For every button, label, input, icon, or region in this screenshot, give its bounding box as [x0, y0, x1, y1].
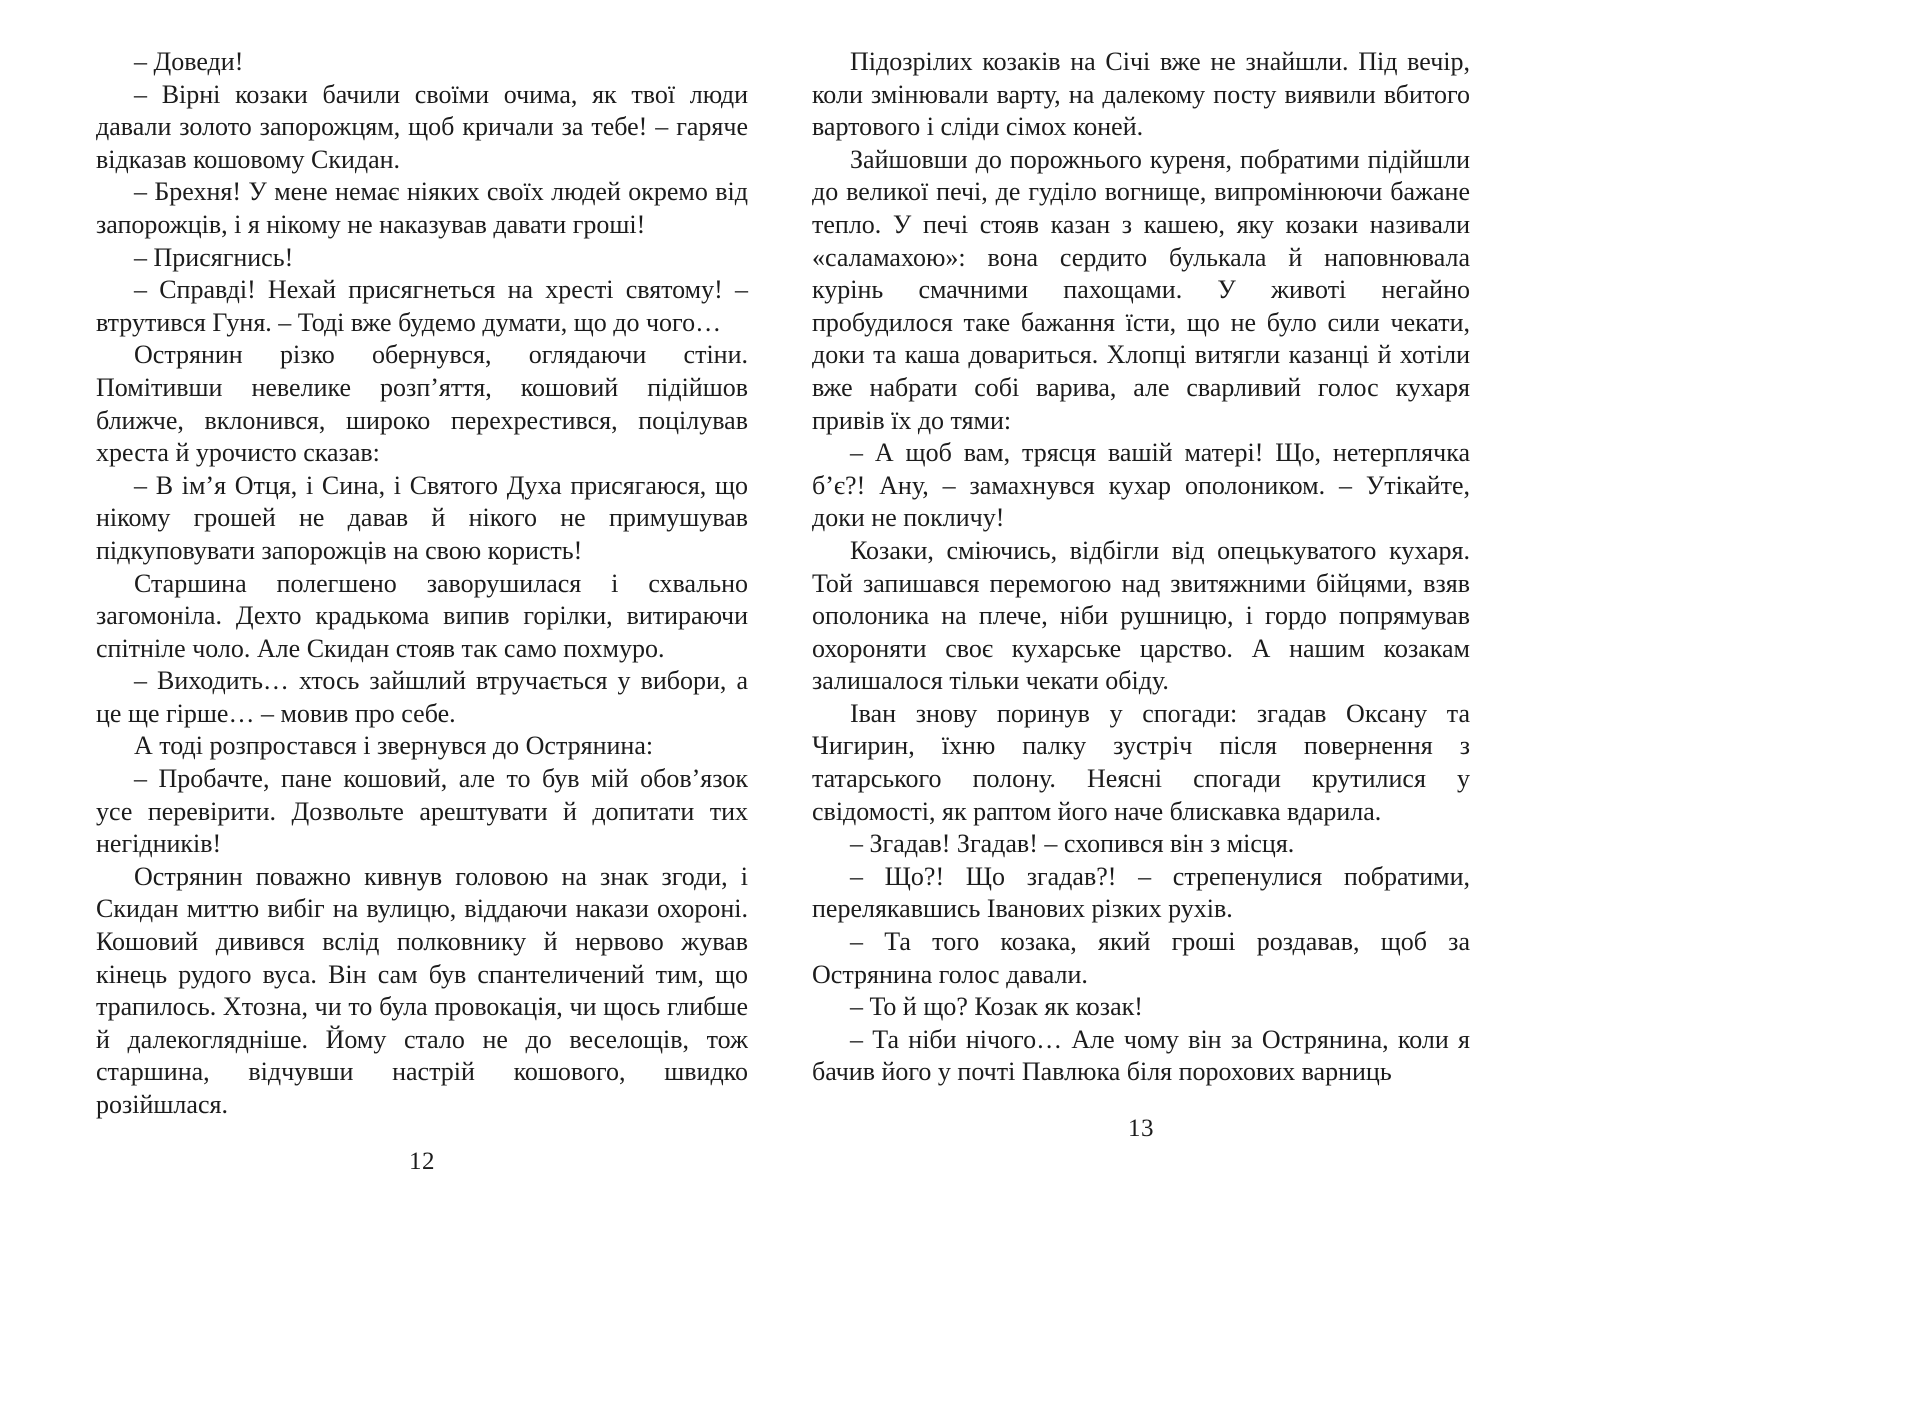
- page-right-text: [812, 46, 1470, 1089]
- paragraph: Острянин поважно кивнув головою на знак згоди, і Скидан миттю вибіг на вулицю, віддаючи накази охороні. Кошовий дивився вслід полковнику й нервово жував кінець рудого вуса. Він сам був спантеличений тим, що трапилось. Хтозна, чи то була провокація, чи щось глибше й далекоглядніше. Йому стало не до веселощів, тож старшина, відчувши настрій кошового, швидко розійшлася.: [96, 861, 748, 1119]
- page-left: [96, 46, 748, 1408]
- paragraph: – Пробачте, пане кошовий, але то був мій обов’язок усе перевірити. Дозвольте арештувати й допитати тих негідників!: [96, 764, 748, 859]
- paragraph: Острянин різко обернувся, оглядаючи стіни. Помітивши невелике розп’яття, кошовий підійшов ближче, вклонився, широко перехрестився, поцілував хреста й урочисто сказав:: [96, 340, 748, 468]
- paragraph: – А щоб вам, трясця вашій матері! Що, нетерплячка б’є?! Ану, – замахнувся кухар ополоником. – Утікайте, доки не покличу!: [812, 438, 1470, 533]
- paragraph: – В ім’я Отця, і Сина, і Святого Духа присягаюся, що нікому грошей не давав й нікого не примушував підкуповувати запорожців на свою користь!: [96, 470, 748, 565]
- paragraph: Старшина полегшено заворушилася і схвально загомоніла. Дехто крадькома випив горілки, витираючи спітніле чоло. Але Скидан стояв так само похмуро.: [96, 568, 748, 663]
- paragraph: – Присягнись!: [134, 242, 294, 272]
- paragraph: А тоді розпростався і звернувся до Острянина:: [134, 731, 654, 761]
- paragraph: – Справді! Нехай присягнеться на хресті святому! – втрутився Гуня. – Тоді вже будемо думати, що до чого…: [96, 275, 748, 337]
- paragraph: – Брехня! У мене немає ніяких своїх людей окремо від запорожців, і я нікому не наказував давати гроші!: [96, 177, 748, 239]
- paragraph: – Та того козака, який гроші роздавав, щоб за Острянина голос давали.: [812, 927, 1470, 989]
- paragraph: – Та ніби нічого… Але чому він за Острянина, коли я бачив його у почті Павлюка біля порохових варниць: [812, 1024, 1470, 1087]
- page-number-left: 12: [409, 1147, 435, 1175]
- paragraph: Підозрілих козаків на Січі вже не знайшли. Під вечір, коли змінювали варту, на далекому посту виявили вбитого вартового і сліди сімох коней.: [812, 47, 1470, 142]
- page-number-right: 13: [1128, 1115, 1154, 1142]
- paragraph: – То й що? Козак як козак!: [850, 992, 1143, 1022]
- paragraph: – Що?! Що згадав?! – стрепенулися побратими, перелякавшись Іванових різких рухів.: [812, 861, 1470, 924]
- paragraph: – Виходить… хтось зайшлий втручається у вибори, а це ще гірше… – мовив про себе.: [96, 666, 748, 728]
- paragraph: Іван знову поринув у спогади: згадав Оксану та Чигирин, їхню палку зустріч після повернення з татарського полону. Неясні спогади крутилися у свідомості, як раптом його наче блискавка вдарила.: [812, 698, 1470, 826]
- paragraph: Зайшовши до порожнього куреня, побратими підійшли до великої печі, де гуділо вогнище, випромінюючи бажане тепло. У печі стояв казан з кашею, яку козаки називали «саламахою»: вона сердито булькала й наповнювала курінь смачними пахощами. У животі негайно пробудилося таке бажання їсти, що не було сили чекати, доки та каша довариться. Хлопці витягли казанці й хотіли вже набрати собі варива, але сварливий голос кухаря привів їх до тями:: [812, 144, 1470, 435]
- paragraph: – Вірні козаки бачили своїми очима, як твої люди давали золото запорожцям, щоб кричали за тебе! – гаряче відказав кошовому Скидан.: [96, 79, 748, 174]
- paragraph: Козаки, сміючись, відбігли від опецькуватого кухаря. Той запишався перемогою над звитяжними бійцями, взяв ополоника на плече, ніби рушницю, і гордо попрямував охороняти своє кухарське царство. А нашим козакам залишалося тільки чекати обіду.: [812, 535, 1470, 696]
- paragraph: – Доведи!: [134, 47, 244, 76]
- page-left-text: [96, 46, 748, 1122]
- page-right: [812, 46, 1470, 1408]
- paragraph: – Згадав! Згадав! – схопився він з місця.: [850, 829, 1295, 859]
